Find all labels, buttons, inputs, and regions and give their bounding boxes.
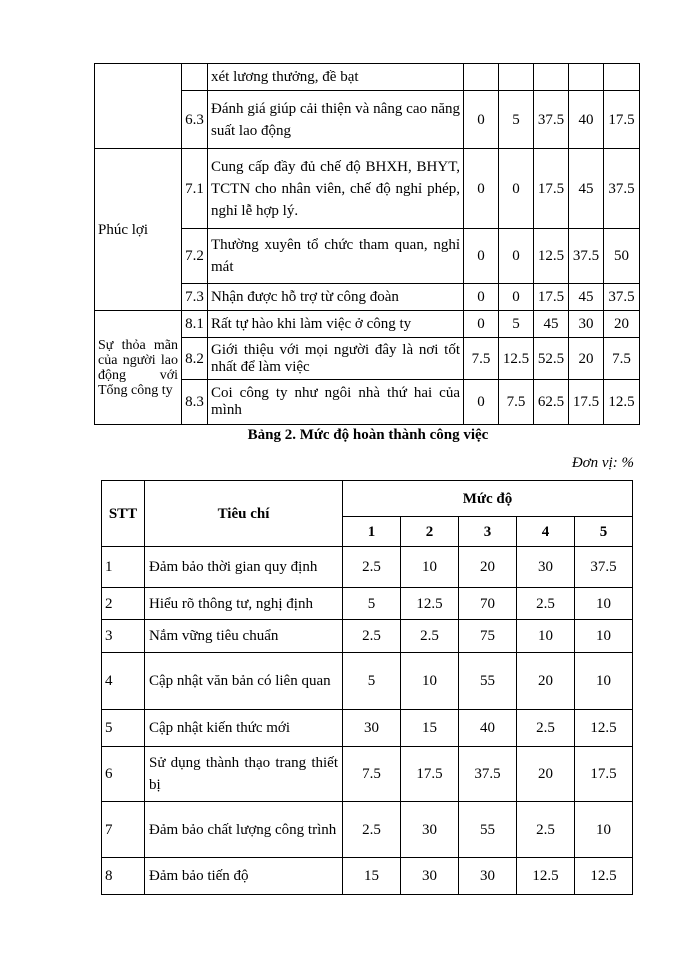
value-cell — [499, 64, 534, 91]
table-row — [102, 653, 633, 710]
value-cell: 2.5 — [517, 802, 575, 858]
value-cell: 7.5 — [604, 338, 640, 380]
value-cell: 10 — [575, 802, 633, 858]
value-cell: 30 — [459, 858, 517, 895]
value-cell — [604, 64, 640, 91]
value-cell: 12.5 — [604, 380, 640, 425]
value-cell: 12.5 — [575, 710, 633, 747]
value-cell: 12.5 — [517, 858, 575, 895]
value-cell: 7.5 — [343, 747, 401, 802]
criterion-cell: Nắm vững tiêu chuẩn — [145, 620, 343, 653]
value-cell: 37.5 — [459, 747, 517, 802]
criterion-cell: Nhận được hỗ trợ từ công đoàn — [208, 284, 464, 311]
value-cell: 0 — [464, 149, 499, 229]
criterion-cell: Sử dụng thành thạo trang thiết bị — [145, 747, 343, 802]
group-cell — [95, 64, 182, 149]
table-row — [102, 588, 633, 620]
criterion-cell: Cập nhật kiến thức mới — [145, 710, 343, 747]
value-cell: 15 — [401, 710, 459, 747]
value-cell — [464, 64, 499, 91]
value-cell: 30 — [401, 858, 459, 895]
header-level: Mức độ — [343, 481, 633, 517]
unit-label: Đơn vị: % — [571, 455, 634, 471]
header-level-3: 3 — [459, 517, 517, 547]
value-cell: 10 — [575, 653, 633, 710]
value-cell: 30 — [517, 547, 575, 588]
value-cell: 15 — [343, 858, 401, 895]
value-cell: 0 — [464, 380, 499, 425]
value-cell: 2.5 — [343, 620, 401, 653]
code-cell: 7.2 — [182, 229, 208, 284]
stt-cell: 7 — [102, 802, 145, 858]
value-cell: 7.5 — [464, 338, 499, 380]
group-cell-phuc-loi: Phúc lợi — [95, 149, 182, 311]
value-cell: 20 — [569, 338, 604, 380]
value-cell: 17.5 — [604, 91, 640, 149]
code-cell — [182, 64, 208, 91]
value-cell: 30 — [401, 802, 459, 858]
value-cell: 45 — [534, 311, 569, 338]
code-cell: 7.3 — [182, 284, 208, 311]
table-caption: Bảng 2. Mức độ hoàn thành công việc — [247, 427, 489, 443]
table-row — [102, 547, 633, 588]
code-cell: 8.3 — [182, 380, 208, 425]
table-row — [102, 710, 633, 747]
value-cell: 12.5 — [499, 338, 534, 380]
criterion-cell: xét lương thưởng, đề bạt — [208, 64, 464, 91]
code-cell: 7.1 — [182, 149, 208, 229]
table-row — [102, 747, 633, 802]
value-cell: 17.5 — [401, 747, 459, 802]
value-cell: 2.5 — [343, 802, 401, 858]
criterion-cell: Đảm bảo thời gian quy định — [145, 547, 343, 588]
header-level-4: 4 — [517, 517, 575, 547]
value-cell: 7.5 — [499, 380, 534, 425]
value-cell: 0 — [499, 284, 534, 311]
value-cell: 0 — [464, 229, 499, 284]
criterion-cell: Rất tự hào khi làm việc ở công ty — [208, 311, 464, 338]
criterion-cell: Giới thiệu với mọi người đây là nơi tốt nhất để làm việc — [208, 338, 464, 380]
value-cell: 50 — [604, 229, 640, 284]
value-cell: 45 — [569, 149, 604, 229]
value-cell: 10 — [517, 620, 575, 653]
value-cell: 5 — [343, 588, 401, 620]
value-cell: 0 — [464, 91, 499, 149]
value-cell: 75 — [459, 620, 517, 653]
value-cell: 37.5 — [534, 91, 569, 149]
criterion-cell: Thường xuyên tổ chức tham quan, nghỉ mát — [208, 229, 464, 284]
value-cell: 30 — [343, 710, 401, 747]
value-cell: 40 — [569, 91, 604, 149]
value-cell: 20 — [517, 653, 575, 710]
header-level-5: 5 — [575, 517, 633, 547]
value-cell: 12.5 — [401, 588, 459, 620]
value-cell: 20 — [604, 311, 640, 338]
value-cell: 2.5 — [401, 620, 459, 653]
criterion-cell: Cung cấp đầy đủ chế độ BHXH, BHYT, TCTN cho nhân viên, chế độ nghỉ phép, nghỉ lễ hợp lý. — [208, 149, 464, 229]
value-cell: 20 — [459, 547, 517, 588]
value-cell: 17.5 — [575, 747, 633, 802]
header-criterion: Tiêu chí — [145, 481, 343, 547]
value-cell: 17.5 — [534, 284, 569, 311]
value-cell: 17.5 — [534, 149, 569, 229]
table-1-continued — [94, 63, 640, 425]
group-cell-su-thoa-man: Sự thỏa mãn của người lao động với Tổng công ty — [95, 311, 182, 425]
criterion-cell: Đánh giá giúp cải thiện và nâng cao năng suất lao động — [208, 91, 464, 149]
value-cell: 20 — [517, 747, 575, 802]
value-cell — [534, 64, 569, 91]
value-cell: 5 — [499, 91, 534, 149]
value-cell: 37.5 — [604, 284, 640, 311]
value-cell: 52.5 — [534, 338, 569, 380]
stt-cell: 8 — [102, 858, 145, 895]
value-cell: 55 — [459, 653, 517, 710]
value-cell: 62.5 — [534, 380, 569, 425]
value-cell: 0 — [464, 284, 499, 311]
value-cell: 55 — [459, 802, 517, 858]
table-2 — [101, 480, 633, 895]
header-level-1: 1 — [343, 517, 401, 547]
code-cell: 8.1 — [182, 311, 208, 338]
value-cell: 2.5 — [517, 588, 575, 620]
table-row — [102, 802, 633, 858]
value-cell: 12.5 — [534, 229, 569, 284]
criterion-cell: Đảm bảo tiến độ — [145, 858, 343, 895]
value-cell: 40 — [459, 710, 517, 747]
stt-cell: 4 — [102, 653, 145, 710]
value-cell: 70 — [459, 588, 517, 620]
stt-cell: 2 — [102, 588, 145, 620]
table-row — [95, 149, 640, 229]
header-row — [102, 481, 633, 517]
value-cell: 0 — [464, 311, 499, 338]
criterion-cell: Coi công ty như ngôi nhà thứ hai của mình — [208, 380, 464, 425]
value-cell: 2.5 — [343, 547, 401, 588]
stt-cell: 3 — [102, 620, 145, 653]
value-cell: 45 — [569, 284, 604, 311]
value-cell: 37.5 — [604, 149, 640, 229]
value-cell: 12.5 — [575, 858, 633, 895]
stt-cell: 5 — [102, 710, 145, 747]
value-cell: 5 — [343, 653, 401, 710]
criterion-cell: Cập nhật văn bản có liên quan — [145, 653, 343, 710]
value-cell: 37.5 — [575, 547, 633, 588]
value-cell: 0 — [499, 149, 534, 229]
value-cell: 10 — [401, 547, 459, 588]
header-level-2: 2 — [401, 517, 459, 547]
criterion-cell: Đảm bảo chất lượng công trình — [145, 802, 343, 858]
table-row — [95, 64, 640, 91]
criterion-cell: Hiểu rõ thông tư, nghị định — [145, 588, 343, 620]
value-cell: 17.5 — [569, 380, 604, 425]
value-cell — [569, 64, 604, 91]
value-cell: 10 — [575, 620, 633, 653]
table-row — [95, 311, 640, 338]
value-cell: 2.5 — [517, 710, 575, 747]
value-cell: 0 — [499, 229, 534, 284]
stt-cell: 6 — [102, 747, 145, 802]
table-row — [102, 620, 633, 653]
value-cell: 37.5 — [569, 229, 604, 284]
value-cell: 30 — [569, 311, 604, 338]
header-stt: STT — [102, 481, 145, 547]
value-cell: 10 — [575, 588, 633, 620]
value-cell: 5 — [499, 311, 534, 338]
code-cell: 6.3 — [182, 91, 208, 149]
stt-cell: 1 — [102, 547, 145, 588]
code-cell: 8.2 — [182, 338, 208, 380]
table-row — [102, 858, 633, 895]
value-cell: 10 — [401, 653, 459, 710]
